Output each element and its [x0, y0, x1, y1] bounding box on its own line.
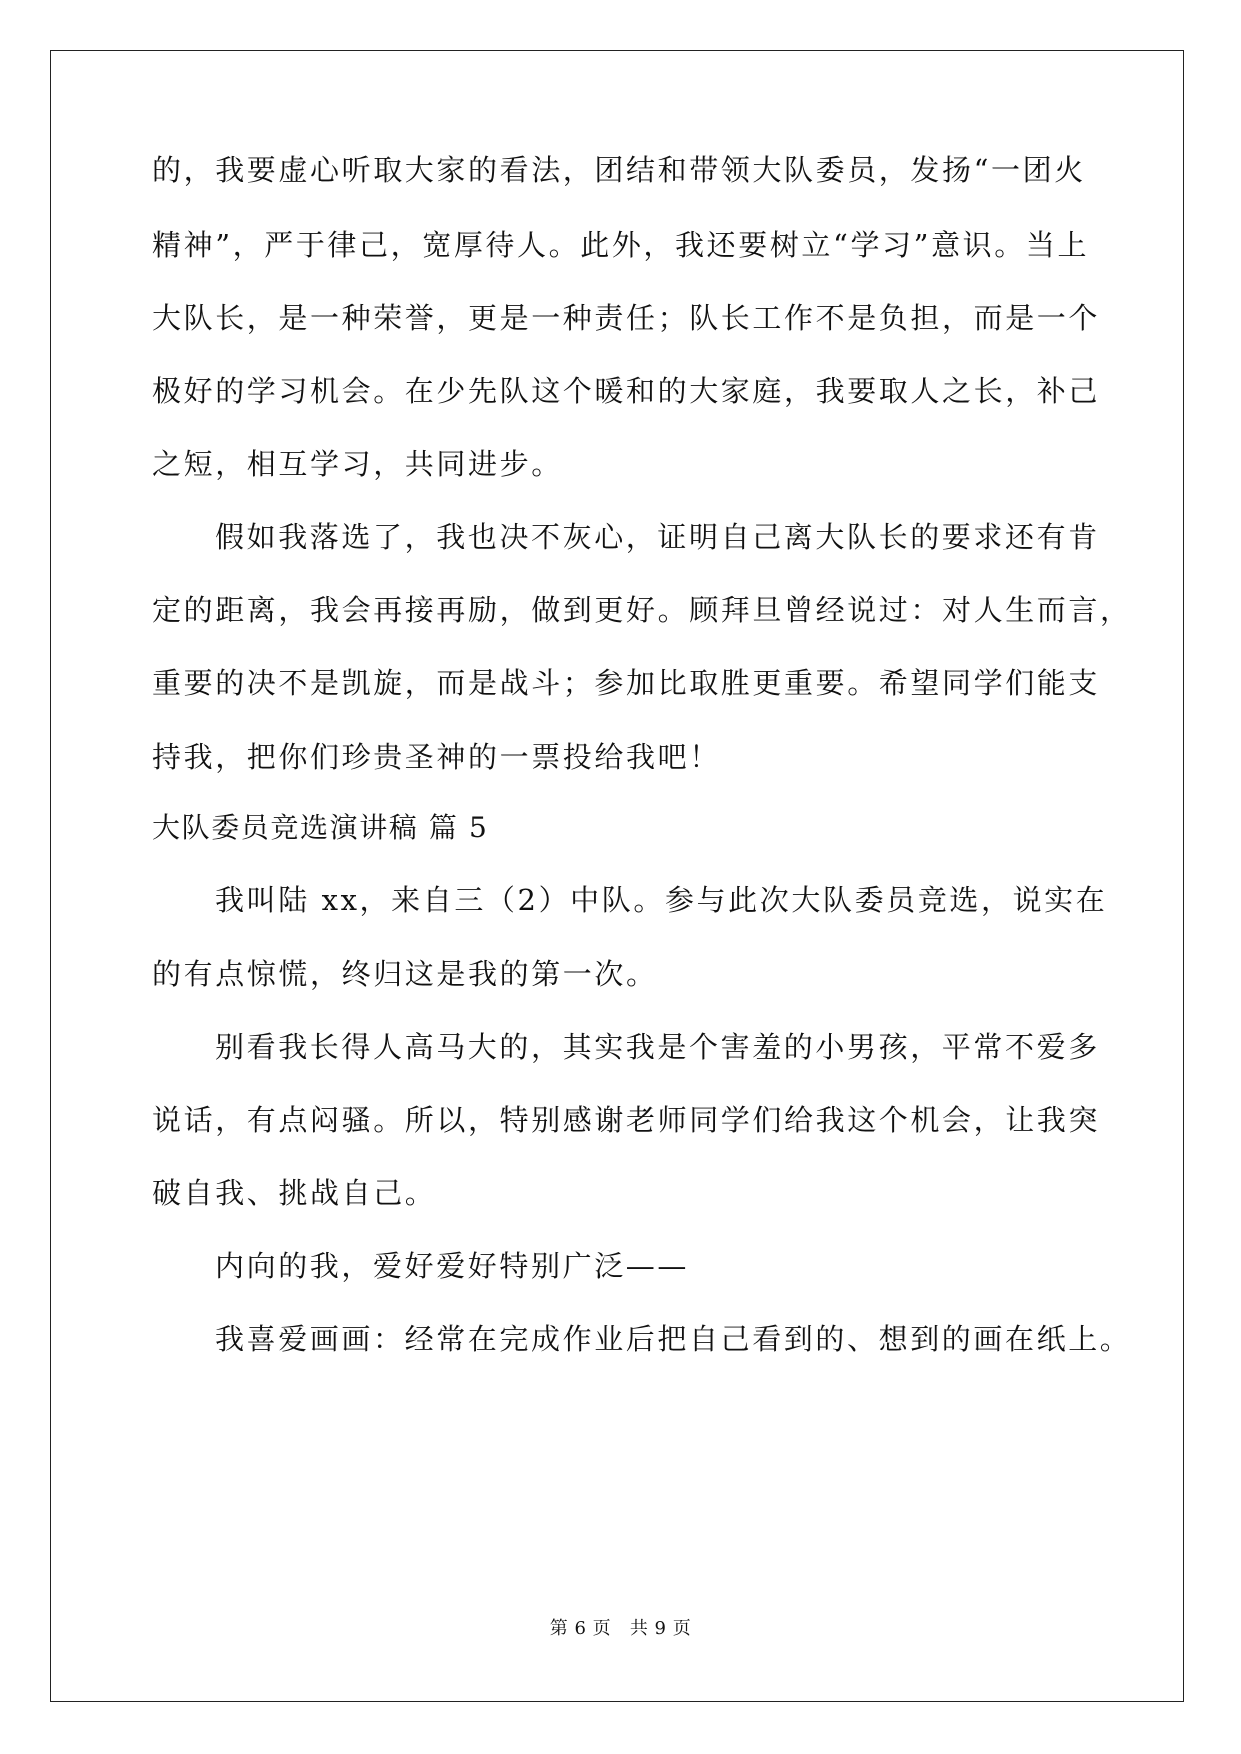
paragraph-line: 持我，把你们珍贵圣神的一票投给我吧！ — [152, 740, 721, 774]
section-heading: 大队委员竞选演讲稿 篇 5 — [152, 811, 489, 844]
paragraph-line: 精神”，严于律己，宽厚待人。此外，我还要树立“学习”意识。当上 — [152, 228, 1090, 262]
paragraph-line: 假如我落选了，我也决不灰心，证明自己离大队长的要求还有肯 — [215, 520, 1100, 554]
paragraph-line: 别看我长得人高马大的，其实我是个害羞的小男孩，平常不爱多 — [215, 1030, 1100, 1064]
paragraph-line: 我喜爱画画：经常在完成作业后把自己看到的、想到的画在纸上。 — [215, 1322, 1132, 1356]
paragraph-line: 内向的我，爱好爱好特别广泛—— — [215, 1249, 690, 1283]
paragraph-line: 的，我要虚心听取大家的看法，团结和带领大队委员，发扬“一团火 — [152, 153, 1086, 187]
paragraph-line: 定的距离，我会再接再励，做到更好。顾拜旦曾经说过：对人生而言， — [152, 593, 1132, 627]
paragraph-line: 重要的决不是凯旋，而是战斗；参加比取胜更重要。希望同学们能支 — [152, 666, 1101, 700]
paragraph-line: 的有点惊慌，终归这是我的第一次。 — [152, 957, 658, 991]
page-number-footer: 第 6 页 共 9 页 — [549, 1618, 692, 1639]
paragraph-line: 破自我、挑战自己。 — [152, 1176, 437, 1210]
paragraph-line: 说话，有点闷骚。所以，特别感谢老师同学们给我这个机会，让我突 — [152, 1103, 1101, 1137]
paragraph-line: 我叫陆 xx，来自三（2）中队。参与此次大队委员竞选，说实在 — [215, 883, 1108, 917]
paragraph-line: 大队长，是一种荣誉，更是一种责任；队长工作不是负担，而是一个 — [152, 301, 1101, 335]
paragraph-line: 极好的学习机会。在少先队这个暖和的大家庭，我要取人之长，补己 — [152, 374, 1101, 408]
paragraph-line: 之短，相互学习，共同进步。 — [152, 447, 563, 481]
